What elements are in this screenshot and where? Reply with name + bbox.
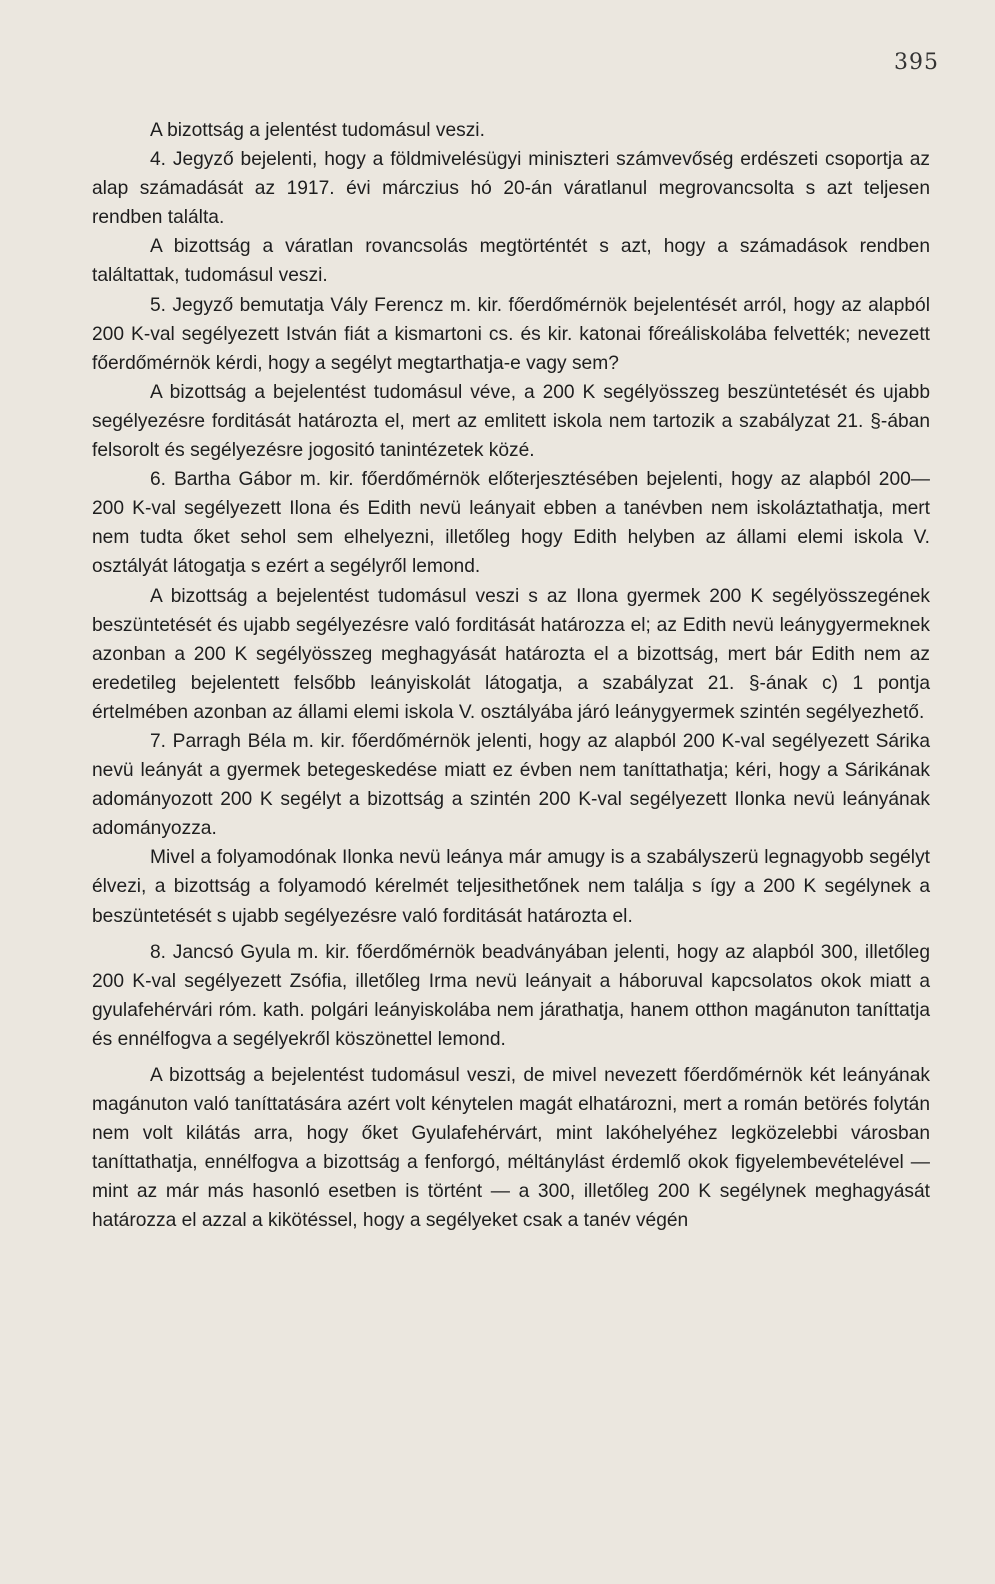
paragraph: A bizottság a váratlan rovancsolás megtörténtét s azt, hogy a számadások rendben találtattak, tudomásul veszi. bbox=[92, 236, 930, 287]
paragraph: 7. Parragh Béla m. kir. főerdőmérnök jelenti, hogy az alapból 200 K-val segélyezett Sárika nevü leányát a gyermek betegeskedése miatt ez évben nem taníttathatja; kéri, hogy a Sárikának adományozott 200 K segélyt a bizottság a szintén 200 K-val segélyezett Ilonka nevü leányának adományozza. bbox=[92, 730, 930, 840]
paragraph: 4. Jegyző bejelenti, hogy a földmivelésügyi miniszteri számvevőség erdészeti csoportja az alap számadását az 1917. évi márczius hó 20-án váratlanul megrovancsolta s azt teljesen rendben találta. bbox=[92, 149, 930, 229]
paragraph: 6. Bartha Gábor m. kir. főerdőmérnök előterjesztésében bejelenti, hogy az alapból 200—200 K-val segélyezett Ilona és Edith nevü leányait ebben a tanévben nem iskoláztathatja, mert nem tudta őket sehol sem elhelyezni, illetőleg hogy Edith helyben az állami elemi iskola V. osztályát látogatja s ezért a segélyről lemond. bbox=[92, 469, 930, 578]
paragraph: A bizottság a jelentést tudomásul veszi. bbox=[150, 120, 485, 141]
paragraph: A bizottság a bejelentést tudomásul veszi s az Ilona gyermek 200 K segélyösszegének beszüntetését és ujabb segélyezésre való forditását határozza el; az Edith nevü leánygyermeknek azonban a 200 K segélyösszeg meghagyását határozta el a bizottság, mert bár Edith nem az eredetileg bejelentett felsőbb leányiskolát látogatja, a szabályzat 21. §-ának c) 1 pontja értelmében azonban az állami elemi iskola V. osztályába járó leánygyermek szintén segélyezhető. bbox=[92, 585, 930, 723]
paragraph: Mivel a folyamodónak Ilonka nevü leánya már amugy is a szabályszerü legnagyobb segélyt élvezi, a bizottság a folyamodó kérelmét teljesithetőnek nem találja s így a 200 K segélynek a beszüntetését s ujabb segélyezésre való forditását határozta el. bbox=[92, 847, 930, 927]
paragraph: 8. Jancsó Gyula m. kir. főerdőmérnök beadványában jelenti, hogy az alapból 300, illetőleg 200 K-val segélyezett Zsófia, illetőleg Irma nevü leányait a háboruval kapcsolatos okok miatt a gyulafehérvári róm. kath. polgári leányiskolába nem járathatja, hanem otthon magánuton taníttatja és ennélfogva a segélyekről köszönettel lemond. bbox=[92, 941, 930, 1050]
paragraph: A bizottság a bejelentést tudomásul veszi, de mivel nevezett főerdőmérnök két leányának magánuton való taníttatására azért volt kénytelen magát elhatározni, mert a román betörés folytán nem volt kilátás arra, hogy őket Gyulafehérvárt, mint lakóhelyéhez legközelebbi városban taníttathatja, ennélfogva a bizottság a fenforgó, méltánylást érdemlő okok figyelembevételével — mint az már más hasonló esetben is történt — a 300, illetőleg 200 K segélynek meghagyását határozza el azzal a kikötéssel, hogy a segélyeket csak a tanév végén bbox=[92, 1065, 930, 1232]
paragraph: A bizottság a bejelentést tudomásul véve, a 200 K segélyösszeg beszüntetését és ujabb segélyezésre forditását határozta el, mert az emlitett iskola nem tartozik a szabályzat 21. §-ában felsorolt és segélyezésre jogositó tanintézetek közé. bbox=[92, 381, 930, 462]
paragraph: 5. Jegyző bemutatja Vály Ferencz m. kir. főerdőmérnök bejelentését arról, hogy az alapból 200 K-val segélyezett István fiát a kismartoni cs. és kir. katonai főreáliskolába felvették; nevezett főerdőmérnök kérdi, hogy a segélyt megtarthatja-e vagy sem? bbox=[92, 294, 930, 374]
page-number: 395 bbox=[894, 50, 939, 75]
body-text bbox=[92, 116, 930, 1236]
